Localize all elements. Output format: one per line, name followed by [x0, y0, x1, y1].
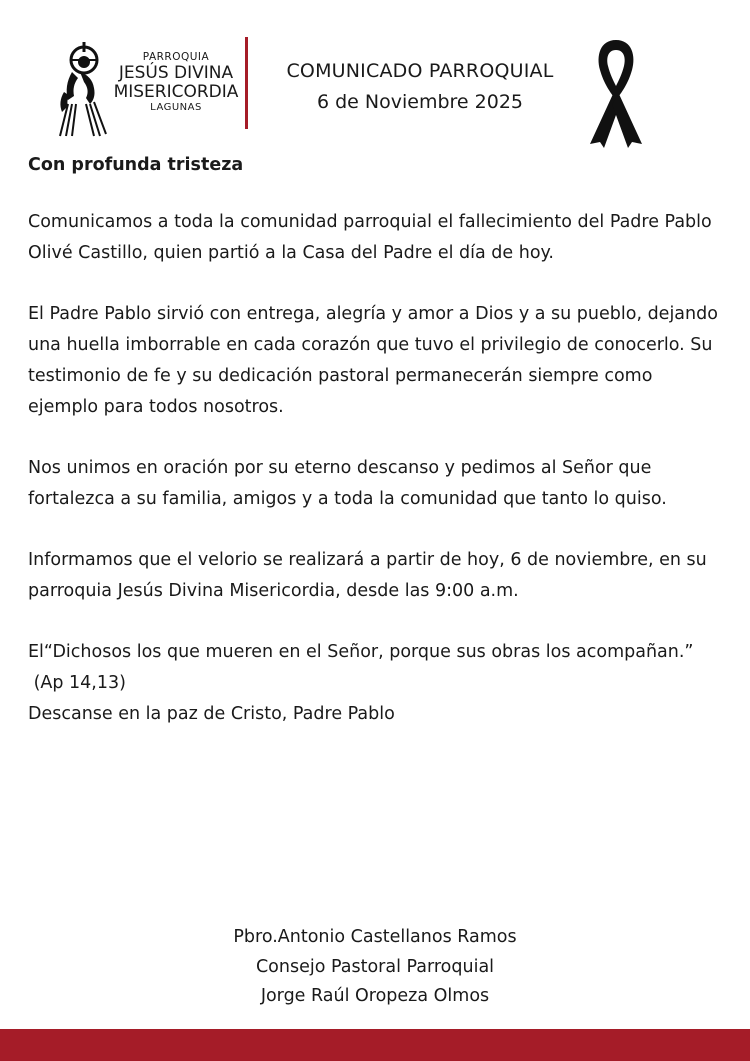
logo-line-parroquia: PARROQUIA: [142, 51, 210, 63]
parish-logo-icon: [50, 42, 112, 138]
header-divider: [245, 37, 248, 129]
scripture-quote: El“Dichosos los que mueren en el Señor, porque sus obras los acompañan.”: [28, 642, 694, 662]
communique-date: 6 de Noviembre 2025: [316, 91, 523, 113]
closing-line: Descanse en la paz de Cristo, Padre Pablo: [28, 704, 395, 724]
header: [0, 0, 750, 150]
parish-logo-text: [108, 52, 244, 113]
body-heading: Con profunda tristeza: [28, 155, 244, 175]
paragraph-wake-info: Informamos que el velorio se realizará a partir de hoy, 6 de noviembre, en su parroquia Jesús Divina Misericordia, desde las 9:00 a.m.: [28, 550, 707, 601]
logo-line-misericordia: MISERICORDIA: [113, 81, 239, 102]
signatures: [0, 923, 750, 1012]
paragraph-tribute: El Padre Pablo sirvió con entrega, alegría y amor a Dios y a su pueblo, dejando una huella imborrable en cada corazón que tuvo el privilegio de conocerlo. Su testimonio de fe y su dedicación pastoral permanecerán siempre como ejemplo para todos nosotros.: [28, 304, 718, 417]
logo-line-jesus-divina: JESÚS DIVINA: [118, 62, 234, 83]
signature-council: Consejo Pastoral Parroquial: [255, 956, 495, 977]
logo-line-lagunas: LAGUNAS: [150, 101, 202, 113]
communique-body: [28, 150, 728, 730]
mourning-ribbon-icon: [586, 34, 646, 148]
paragraph-announcement: Comunicamos a toda la comunidad parroquial el fallecimiento del Padre Pablo Olivé Castillo, quien partió a la Casa del Padre el día de hoy.: [28, 212, 712, 263]
scripture-quote-block: [28, 637, 728, 730]
communique-title: COMUNICADO PARROQUIAL: [286, 60, 554, 82]
paragraph-prayer: Nos unimos en oración por su eterno descanso y pedimos al Señor que fortalezca a su familia, amigos y a toda la comunidad que tanto lo quiso.: [28, 458, 667, 509]
signature-priest: Pbro.Antonio Castellanos Ramos: [233, 927, 517, 947]
signature-third: Jorge Raúl Oropeza Olmos: [260, 986, 490, 1006]
footer-bar: [0, 1029, 750, 1061]
scripture-citation: (Ap 14,13): [28, 673, 126, 693]
